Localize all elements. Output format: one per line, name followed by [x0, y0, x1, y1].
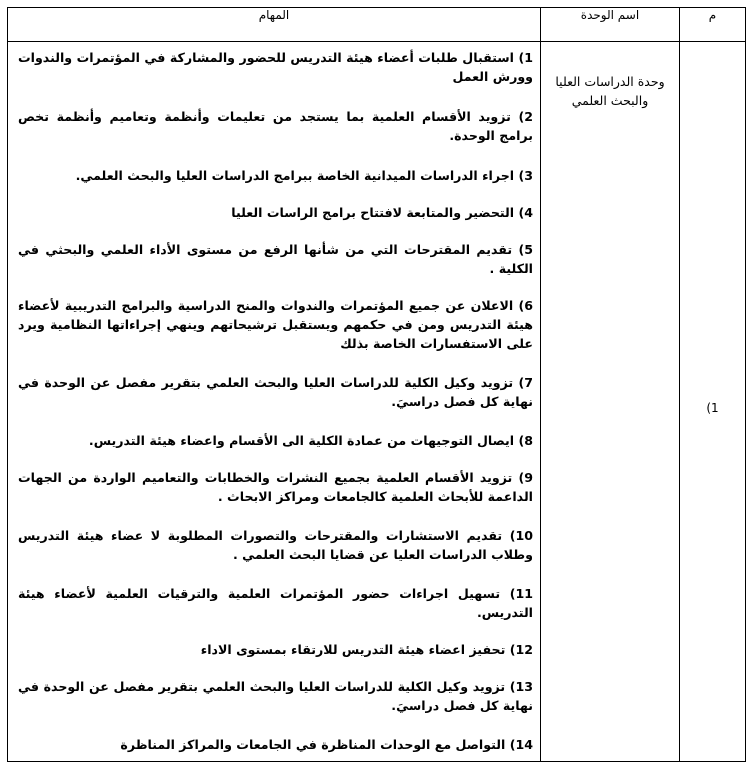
tasks-table — [7, 7, 746, 762]
task-item-1: 1) استقبال طلبات أعضاء هيئة التدريس للحضور والمشاركة في المؤتمرات والندوات وورش العمل — [18, 50, 533, 84]
row-number-cell — [680, 42, 746, 762]
table-header-row — [8, 8, 746, 42]
task-item-10: 10) تقديم الاستشارات والمقترحات والتصورات المطلوبة لا عضاء هيئة التدريس وطلاب الدراسات العليا عن قضايا البحث العلمي . — [18, 528, 533, 562]
task-item-6: 6) الاعلان عن جميع المؤتمرات والندوات والمنح الدراسية والبرامج التدريبية لأعضاء هيئة التدريس ومن في حكمهم ويستقبل ترشيحاتهم وينهي إجراءاتها النظامية ويرد على الاستفسارات الخاصة بذلك — [18, 298, 533, 351]
task-item-11: 11) تسهيل اجراءات حضور المؤتمرات العلمية والترقيات العلمية لأعضاء هيئة التدريس. — [18, 586, 533, 620]
task-item-12: 12) تحفيز اعضاء هيئة التدريس للارتقاء بمستوى الاداء — [200, 642, 533, 657]
header-tasks — [8, 8, 541, 42]
header-unit-name — [541, 8, 680, 42]
task-item-8: 8) ايصال التوجيهات من عمادة الكلية الى الأقسام واعضاء هيئة التدريس. — [88, 433, 533, 448]
header-number-label: م — [708, 8, 717, 22]
task-item-4: 4) التحضير والمتابعة لافتتاح برامج الراسات العليا — [231, 205, 533, 220]
task-item-14: 14) التواصل مع الوحدات المناظرة في الجامعات والمراكز المناظرة — [120, 737, 533, 752]
unit-name: وحدة الدراسات العليا والبحث العلمي — [555, 74, 665, 108]
row-number: 1) — [706, 400, 719, 415]
task-item-9: 9) تزويد الأقسام العلمية بجميع النشرات والخطابات والتعاميم الواردة من الجهات الداعمة للأبحاث العلمية كالجامعات ومراكز الابحاث . — [18, 470, 533, 504]
task-item-2: 2) تزويد الأقسام العلمية بما يستجد من تعليمات وأنظمة وتعاميم وأنظمة تخص برامج الوحدة. — [18, 109, 533, 143]
header-number — [680, 8, 746, 42]
task-item-3: 3) اجراء الدراسات الميدانية الخاصة ببرامج الدراسات العليا والبحث العلمي. — [75, 168, 533, 183]
table-row — [8, 42, 746, 762]
tasks-cell — [8, 42, 541, 762]
header-tasks-label: المهام — [258, 8, 290, 22]
unit-name-cell — [541, 42, 680, 762]
task-item-13: 13) تزويد وكيل الكلية للدراسات العليا والبحث العلمي بتقرير مفصل عن الوحدة في نهاية كل فصل دراسيَ. — [18, 679, 533, 713]
task-item-7: 7) تزويد وكيل الكلية للدراسات العليا والبحث العلمي بتقرير مفصل عن الوحدة في نهاية كل فصل دراسيَ. — [18, 375, 533, 409]
task-item-5: 5) تقديم المقترحات التي من شأنها الرفع من مستوى الأداء العلمي والبحثي في الكلية . — [18, 242, 533, 276]
header-unit-label: اسم الوحدة — [580, 8, 640, 22]
